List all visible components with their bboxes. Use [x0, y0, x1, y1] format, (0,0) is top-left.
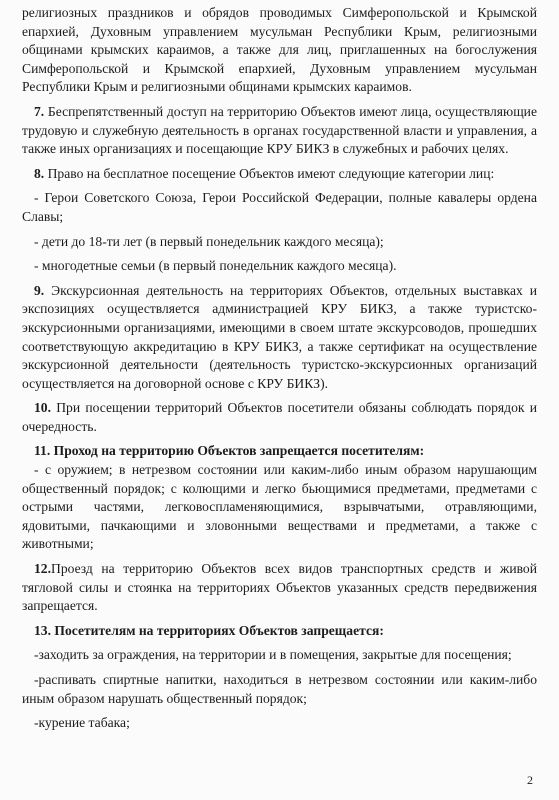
paragraph-7-text: Беспрепятственный доступ на территорию Объектов имеют лица, осуществляющие трудовую и служебную деятельность в органах государственной власти и управления, а также иных организациях и посещающие КРУ БИКЗ в служебных и рабочих целях.	[22, 103, 537, 157]
paragraph-9-text: Экскурсионная деятельность на территориях Объектов, отдельных выставках и экспозициях осуществляется администрацией КРУ БИКЗ, а также туристско-экскурсионными организациями, имеющими в своем штате экскурсоводов, прошедших соответствующую аккредитацию в КРУ БИКЗ, а также сертификат на осуществление экскурсионной деятельности (деятельность туристско-экскурсионных организаций осуществляется на договорной основе с КРУ БИКЗ).	[22, 282, 537, 391]
paragraph-10-text: При посещении территорий Объектов посетители обязаны соблюдать порядок и очередность.	[22, 400, 537, 434]
paragraph-13-item-3: -курение табака;	[34, 715, 130, 731]
paragraph-10	[22, 399, 537, 436]
paragraph-8-text: Право на бесплатное посещение Объектов имеют следующие категории лиц:	[47, 165, 495, 181]
paragraph-6-continuation: религиозных праздников и обрядов проводимых Симферопольской и Крымской епархией, Духовным управлением мусульман Республики Крым, религиозными общинами крымских караимов, а также для лиц, приглашенных на богослужения Симферопольской и Крымской епархией, Духовным управлением мусульман Республики Крым и религиозными общинами крымских караимов.	[22, 5, 537, 95]
page-number: 2	[527, 773, 533, 787]
paragraph-8-item-2: - дети до 18-ти лет (в первый понедельник каждого месяца);	[34, 233, 384, 249]
paragraph-8	[22, 165, 537, 184]
paragraph-12-number: 12.	[34, 561, 51, 577]
paragraph-9	[22, 282, 537, 394]
paragraph-11-heading: 11. Проход на территорию Объектов запрещается посетителям:	[34, 443, 425, 459]
paragraph-8-item-3: - многодетные семьи (в первый понедельник каждого месяца).	[34, 258, 397, 274]
paragraph-12	[22, 560, 537, 616]
paragraph-13-heading: 13. Посетителям на территориях Объектов запрещается:	[34, 622, 384, 638]
paragraph-8-number: 8.	[34, 165, 45, 181]
paragraph-11-text: - с оружием; в нетрезвом состоянии или каким-либо иным образом нарушающим общественный порядок; с колющими и легко бьющимися предметами, предметами с острыми частями, легковоспламеняющимися, взрывчатыми, отравляющими, ядовитыми, пачкающими и зловонными веществами и предметами, а также с животными;	[22, 462, 537, 552]
paragraph-9-number: 9.	[34, 282, 45, 298]
paragraph-12-text: Проезд на территорию Объектов всех видов транспортных средств и живой тягловой силы и стоянка на территориях Объектов указанных средств передвижения запрещается.	[22, 561, 537, 614]
paragraph-7-number: 7.	[34, 103, 45, 119]
paragraph-13-item-2: -распивать спиртные напитки, находиться в нетрезвом состоянии или каким-либо иным образом нарушать общественный порядок;	[22, 672, 537, 706]
paragraph-10-number: 10.	[34, 400, 51, 416]
paragraph-8-item-1: - Герои Советского Союза, Герои Российской Федерации, полные кавалеры ордена Славы;	[22, 190, 537, 224]
paragraph-13-item-1: -заходить за ограждения, на территории и в помещения, закрытые для посещения;	[34, 647, 512, 663]
paragraph-7	[22, 103, 537, 159]
